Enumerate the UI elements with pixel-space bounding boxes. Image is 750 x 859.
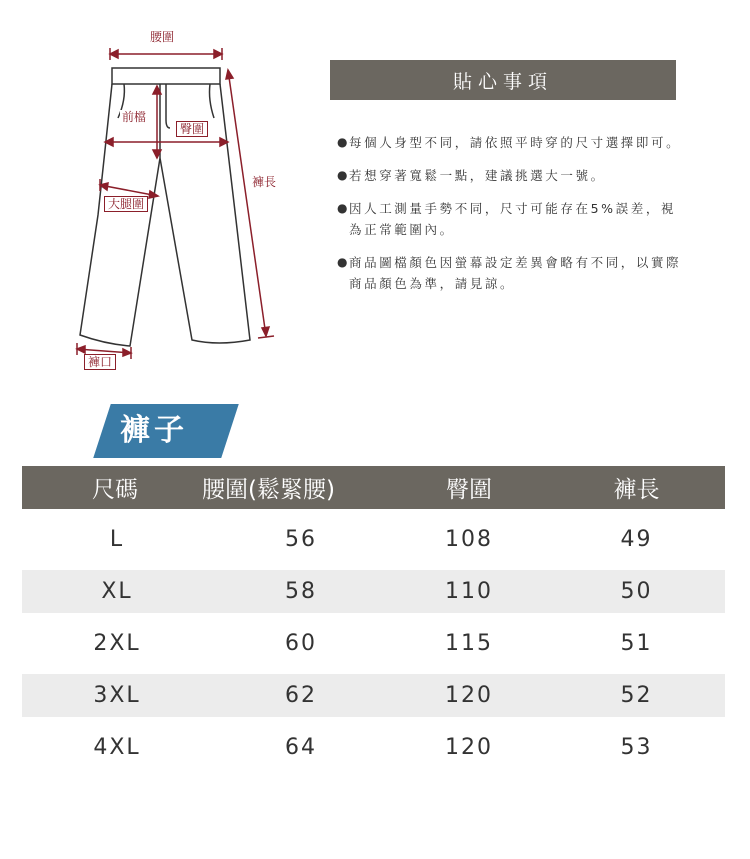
cell-waist: 64: [285, 735, 317, 760]
tip-text: 若想穿著寬鬆一點，建議挑選大一號。: [349, 168, 606, 183]
table-row: [22, 726, 725, 769]
cell-size: XL: [101, 579, 133, 604]
tip-text: 商品圖檔顏色因螢幕設定差異會略有不同，以實際商品顏色為準，請見諒。: [349, 255, 682, 291]
bullet-icon: ●: [337, 135, 351, 149]
thigh-label: 大腿圍: [104, 196, 148, 212]
tip-text: 因人工測量手勢不同，尺寸可能存在5%誤差，視為正常範圍內。: [349, 201, 677, 237]
size-table: [22, 466, 725, 769]
table-row: [22, 622, 725, 665]
hip-label: 臀圍: [176, 121, 208, 137]
cell-waist: 60: [285, 631, 317, 656]
header-length: 褲長: [613, 477, 660, 503]
pants-measurement-diagram: [0, 0, 330, 400]
tips-title: 貼心事項: [330, 60, 676, 100]
cell-length: 49: [620, 527, 653, 552]
cell-length: 53: [620, 735, 653, 760]
tip-item: [337, 252, 682, 294]
tips-list: [337, 132, 682, 306]
front-rise-label: 前檔: [122, 110, 147, 124]
hem-label: 褲口: [84, 354, 116, 370]
tip-text: 每個人身型不同，請依照平時穿的尺寸選擇即可。: [349, 135, 682, 150]
cell-length: 51: [620, 631, 653, 656]
cell-size: L: [109, 527, 125, 552]
bullet-icon: ●: [337, 201, 351, 215]
section-title-text: 褲子: [120, 413, 188, 448]
waist-label: 腰圍: [150, 30, 175, 44]
pants-outline-drawing: [0, 0, 330, 400]
header-hip: 臀圍: [446, 477, 492, 503]
tip-item: [337, 132, 682, 153]
section-title-banner: [90, 404, 242, 458]
cell-size: 3XL: [93, 683, 141, 708]
cell-waist: 62: [285, 683, 317, 708]
cell-hip: 120: [445, 683, 493, 708]
bullet-icon: ●: [337, 255, 351, 269]
tip-item: [337, 165, 682, 186]
cell-size: 4XL: [93, 735, 141, 760]
size-table-header: [22, 466, 725, 509]
table-row: [22, 570, 725, 613]
table-row: [22, 674, 725, 717]
header-waist: 腰圍(鬆緊腰): [202, 477, 335, 503]
cell-waist: 58: [285, 579, 317, 604]
cell-size: 2XL: [93, 631, 141, 656]
length-label: 褲長: [252, 175, 277, 189]
cell-hip: 110: [445, 579, 493, 604]
cell-hip: 108: [445, 527, 493, 552]
cell-length: 50: [620, 579, 653, 604]
cell-hip: 120: [445, 735, 493, 760]
cell-hip: 115: [445, 631, 493, 656]
bullet-icon: ●: [337, 168, 351, 182]
table-row: [22, 518, 725, 561]
header-size: 尺碼: [92, 477, 138, 503]
cell-length: 52: [620, 683, 653, 708]
tip-item: [337, 198, 682, 240]
cell-waist: 56: [285, 527, 317, 552]
